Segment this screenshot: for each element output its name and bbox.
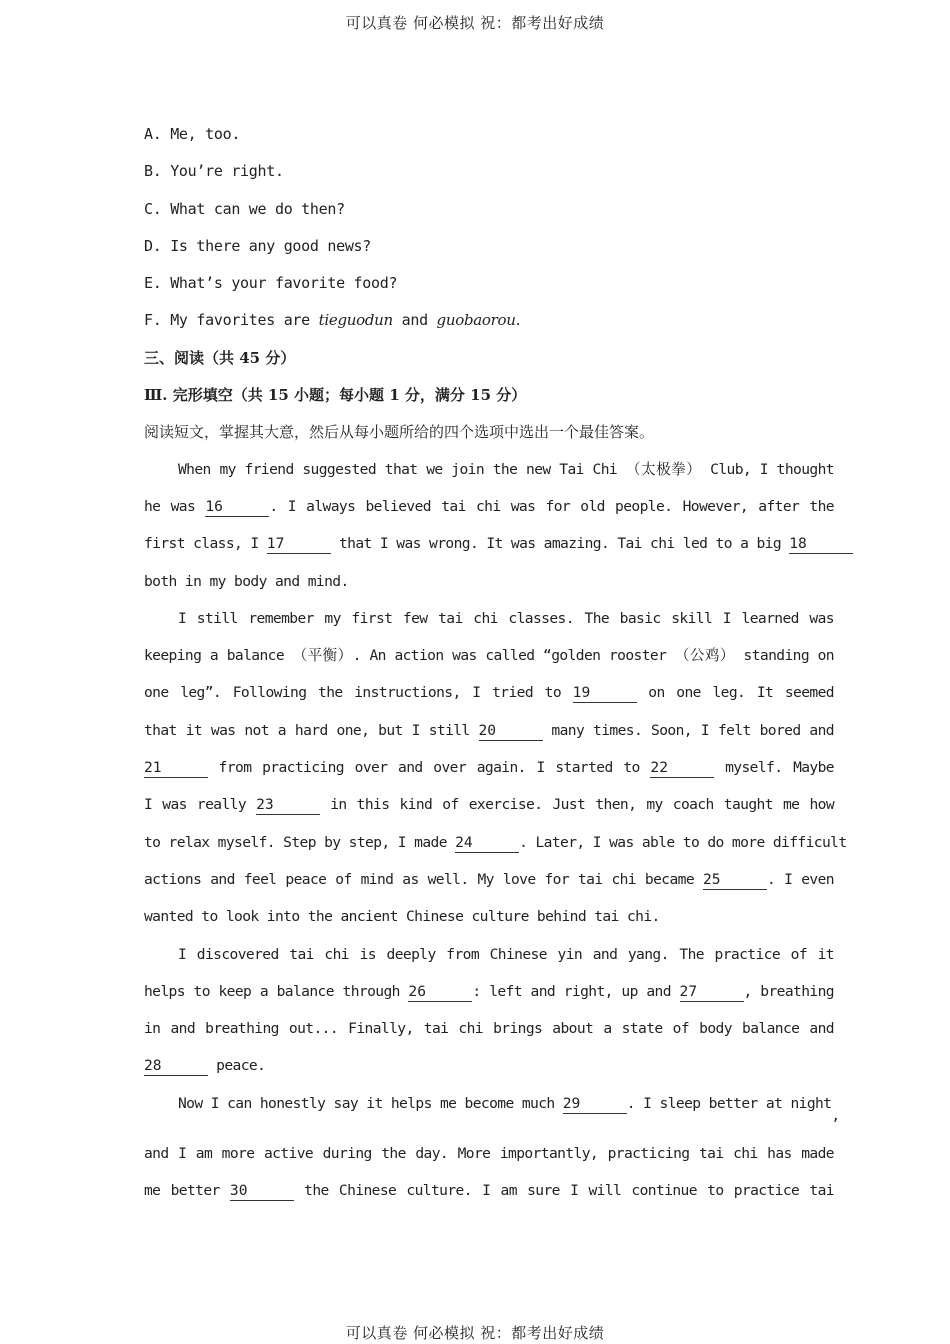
blank-21: 21	[144, 759, 208, 778]
passage-line: he was 16 . I always believed tai chi was for old people. However, after the	[144, 497, 834, 515]
blank-28: 28	[144, 1057, 208, 1076]
blank-27: 27	[680, 983, 744, 1002]
passage-line: 28 peace.	[144, 1057, 266, 1075]
blank-25: 25	[703, 871, 767, 890]
exam-content	[144, 122, 847, 1216]
passage-line: and I am more active during the day. More importantly, practicing tai chi has made	[144, 1144, 834, 1162]
option-e: E. What’s your favorite food?	[144, 274, 398, 293]
passage-line: one leg”. Following the instructions, I tried to 19 on one leg. It seemed	[144, 684, 834, 702]
instruction: 阅读短文，掌握其大意，然后从每小题所给的四个选项中选出一个最佳答案。	[144, 423, 655, 442]
passage-line: I still remember my first few tai chi classes. The basic skill I learned was	[178, 609, 834, 627]
passage-line: in and breathing out... Finally, tai chi brings about a state of body balance and	[144, 1020, 834, 1038]
blank-17: 17	[267, 535, 331, 554]
passage-line: both in my body and mind.	[144, 572, 349, 590]
passage-line: I discovered tai chi is deeply from Chinese yin and yang. The practice of it	[178, 945, 834, 963]
passage-line: to relax myself. Step by step, I made 24 . Later, I was able to do more difficult	[144, 833, 847, 851]
passage-line: wanted to look into the ancient Chinese culture behind tai chi.	[144, 908, 660, 926]
passage-line: Now I can honestly say it helps me become much 29 . I sleep better at night,	[178, 1094, 840, 1124]
page-footer: 可以真卷 何必模拟 祝：都考出好成绩	[345, 1324, 605, 1342]
blank-23: 23	[256, 796, 320, 815]
option-d: D. Is there any good news?	[144, 236, 372, 255]
option-c: C. What can we do then?	[144, 199, 345, 218]
passage-line: When my friend suggested that we join the new Tai Chi （太极拳） Club, I thought	[178, 460, 834, 478]
option-a: A. Me, too.	[144, 125, 241, 143]
blank-22: 22	[650, 759, 714, 778]
passage-line: keeping a balance （平衡）. An action was called “golden rooster （公鸡） standing on	[144, 647, 834, 665]
blank-16: 16	[205, 498, 269, 517]
blank-24: 24	[455, 834, 519, 853]
passage-line: I was really 23 in this kind of exercise. Just then, my coach taught me how	[144, 796, 835, 814]
passage-line: actions and feel peace of mind as well. My love for tai chi became 25 . I even	[144, 870, 834, 888]
blank-29: 29	[563, 1095, 627, 1114]
blank-26: 26	[408, 983, 472, 1002]
passage-line: helps to keep a balance through 26 : left and right, up and 27 , breathing	[144, 982, 834, 1000]
blank-19: 19	[573, 684, 637, 703]
passage-line: me better 30 the Chinese culture. I am sure I will continue to practice tai	[144, 1182, 834, 1200]
passage-line: 21 from practicing over and over again. I started to 22 myself. Maybe	[144, 759, 834, 777]
section-title: 三、阅读（共 45 分）	[144, 348, 296, 367]
passage-line: that it was not a hard one, but I still 20 many times. Soon, I felt bored and	[144, 721, 834, 739]
passage-line: first class, I 17 that I was wrong. It was amazing. Tai chi led to a big 18	[144, 532, 834, 569]
page-header: 可以真卷 何必模拟 祝：都考出好成绩	[345, 14, 605, 32]
blank-30: 30	[230, 1182, 294, 1201]
part-title: Ⅲ. 完形填空（共 15 小题；每小题 1 分，满分 15 分）	[144, 386, 527, 405]
option-b: B. You’re right.	[144, 162, 284, 181]
blank-18: 18	[789, 535, 853, 554]
option-f: F. My favorites are tieguodun and guobaorou.	[144, 311, 521, 330]
blank-20: 20	[479, 722, 543, 741]
